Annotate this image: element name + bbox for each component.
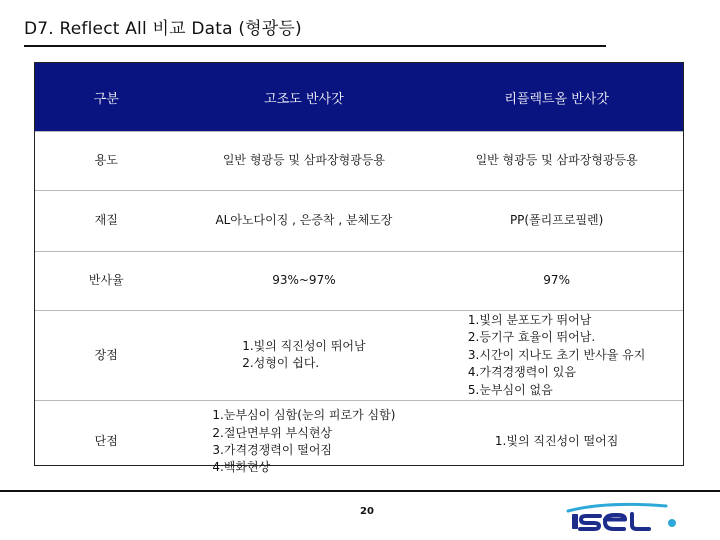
cell-line: 일반 형광등 및 삼파장형광등용 xyxy=(475,153,638,168)
header-reflect-all-reflector: 리플렉트올 반사갓 xyxy=(430,63,683,132)
table-row xyxy=(35,311,683,401)
cell-reflect-all xyxy=(430,311,683,401)
cell-line: 1.빛의 직진성이 뛰어남 xyxy=(242,339,366,354)
row-label: 재질 xyxy=(35,191,178,252)
table-row xyxy=(35,400,683,483)
cell-line: 2.등기구 효율이 뛰어남. xyxy=(467,330,596,345)
cell-line: 3.시간이 지나도 초기 반사율 유지 xyxy=(467,347,646,362)
comparison-table xyxy=(35,63,683,483)
cell-reflect-all xyxy=(430,252,683,311)
cell-line: 97% xyxy=(543,273,570,288)
cell-high-illuminance xyxy=(178,132,431,191)
table-row xyxy=(35,252,683,311)
cell-reflect-all xyxy=(430,132,683,191)
cell-line: AL아노다이징 , 은증착 , 분체도장 xyxy=(215,213,393,228)
cell-line: PP(폴리프로필렌) xyxy=(509,213,604,228)
cell-line: 5.눈부심이 없음 xyxy=(467,382,553,397)
cell-line: 3.가격경쟁력이 떨어짐 xyxy=(212,442,333,457)
row-label: 반사율 xyxy=(35,252,178,311)
cell-line: 1.빛의 직진성이 떨어짐 xyxy=(494,434,619,449)
table-row xyxy=(35,132,683,191)
cell-high-illuminance xyxy=(178,252,431,311)
header-category: 구분 xyxy=(35,63,178,132)
cell-line: 4.백화현상 xyxy=(212,460,271,475)
cell-reflect-all xyxy=(430,400,683,483)
cell-line: 2.절단면부위 부식현상 xyxy=(212,425,333,440)
header-high-illuminance-reflector: 고조도 반사갓 xyxy=(178,63,431,132)
cell-reflect-all xyxy=(430,191,683,252)
table-header-row xyxy=(35,63,683,132)
cell-high-illuminance xyxy=(178,191,431,252)
cell-line: 4.가격경쟁력이 있음 xyxy=(467,365,576,380)
slide-title: D7. Reflect All 비교 Data (형광등) xyxy=(24,19,302,39)
cell-line: 일반 형광등 및 삼파장형광등용 xyxy=(222,153,385,168)
comparison-table-wrapper xyxy=(34,62,684,475)
footer-divider xyxy=(0,490,720,492)
cell-line: 1.빛의 분포도가 뛰어남 xyxy=(467,313,592,327)
cell-high-illuminance xyxy=(178,400,431,483)
row-label: 장점 xyxy=(35,311,178,401)
cell-line: 2.성형이 쉽다. xyxy=(242,356,320,371)
cell-line: 93%~97% xyxy=(272,273,336,288)
page-number: 20 xyxy=(360,506,374,517)
cell-line: 1.눈부심이 심함(눈의 피로가 심함) xyxy=(212,408,396,423)
row-label: 용도 xyxy=(35,132,178,191)
title-divider xyxy=(24,45,606,47)
cell-high-illuminance xyxy=(178,311,431,401)
isel-logo xyxy=(566,500,684,532)
table-row xyxy=(35,191,683,252)
row-label: 단점 xyxy=(35,400,178,483)
